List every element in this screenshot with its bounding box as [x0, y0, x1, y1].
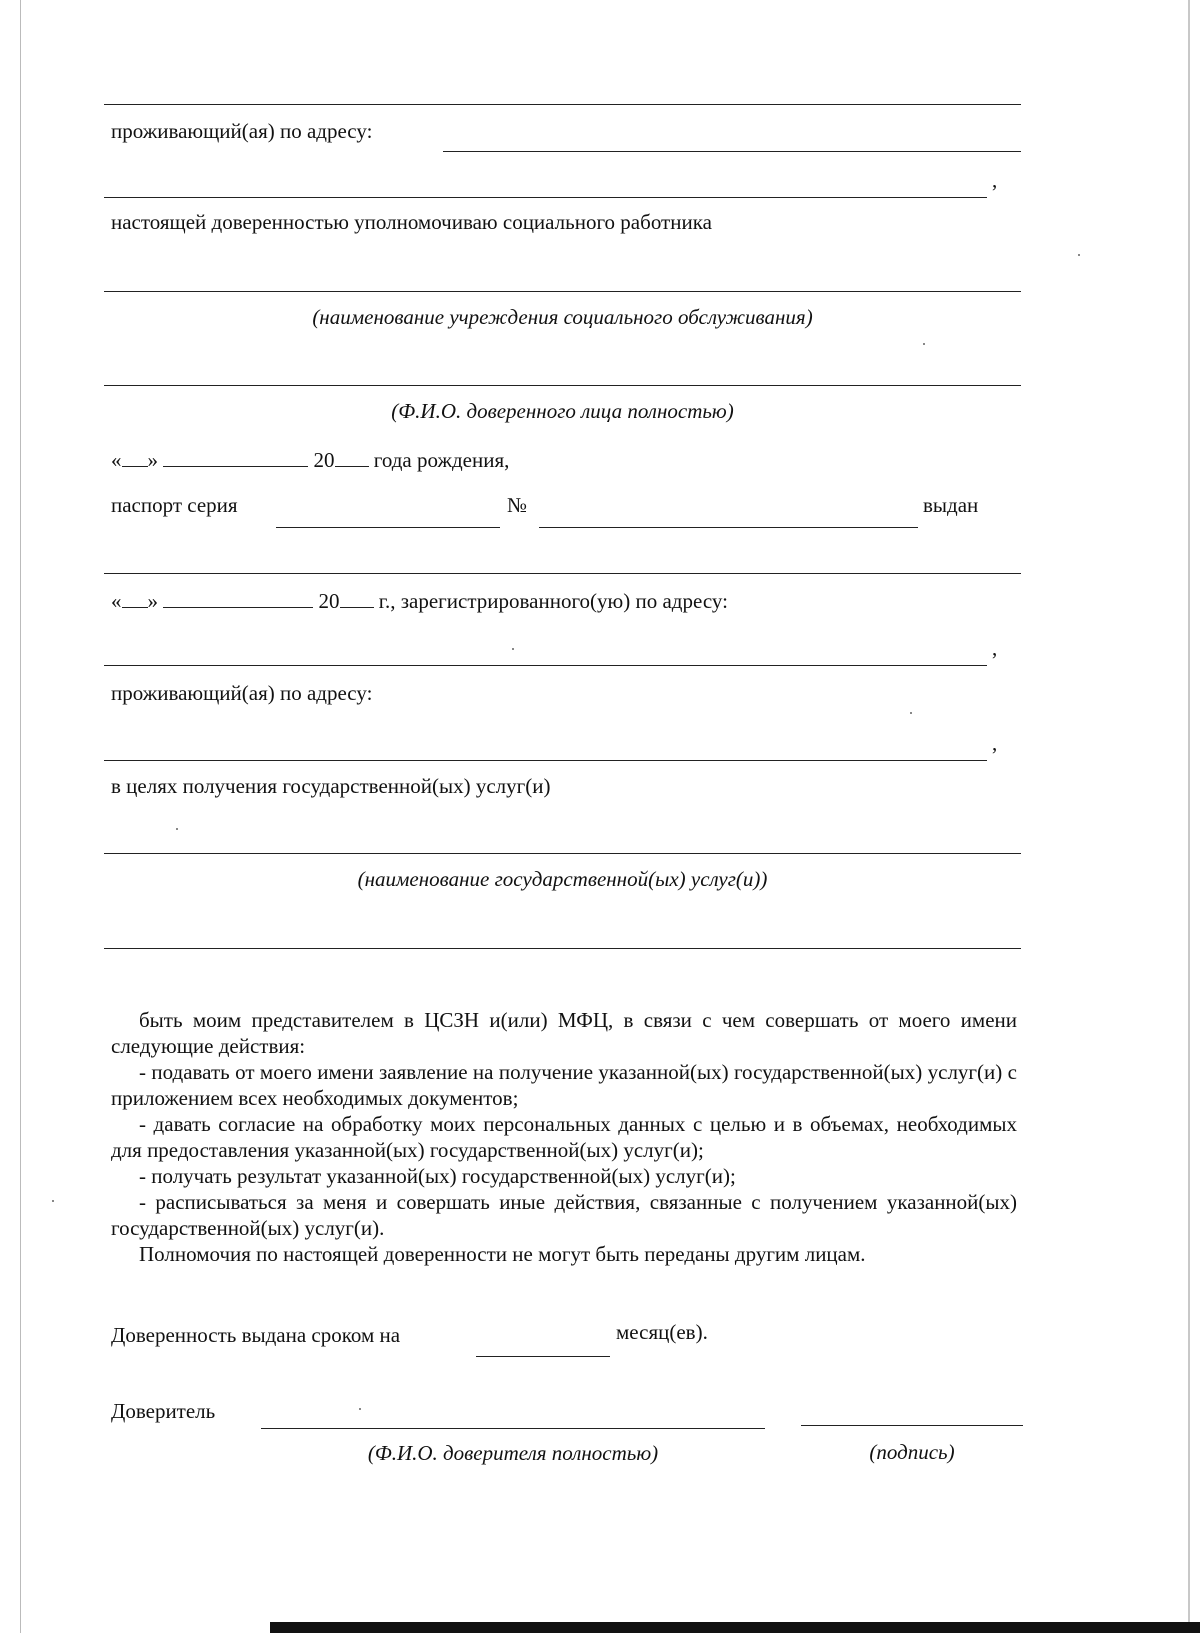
birth-suffix: года рождения,	[373, 448, 510, 472]
birth-year-prefix: 20	[313, 448, 335, 472]
scan-speck	[1078, 254, 1080, 256]
label-authorize-social-worker: настоящей доверенностью уполномочиваю социального работника	[111, 210, 712, 234]
caption-institution: (наименование учреждения социального обслуживания)	[312, 305, 813, 329]
fill-reg-month[interactable]	[163, 587, 313, 608]
caption-principal-name: (Ф.И.О. доверителя полностью)	[367, 1441, 659, 1465]
fill-line-principal-name[interactable]	[261, 1428, 765, 1429]
caption-trustee-name: (Ф.И.О. доверенного лица полностью)	[391, 399, 734, 423]
reg-year-prefix: 20	[318, 589, 340, 613]
fill-birth-day[interactable]	[122, 446, 148, 467]
powers-text	[111, 1007, 1017, 1267]
fill-line-passport-number[interactable]	[539, 527, 918, 528]
fill-birth-year[interactable]	[335, 446, 369, 467]
paragraph-sign-for-me: - расписываться за меня и совершать иные действия, связанные с получением указанной(ых) государственной(ых) услуг(и).	[111, 1190, 1017, 1240]
fill-line-residing-address-2[interactable]	[104, 197, 987, 198]
label-term-suffix: месяц(ев).	[616, 1320, 708, 1344]
paragraph-no-transfer: Полномочия по настоящей доверенности не могут быть переданы другим лицам.	[139, 1242, 866, 1266]
fill-line-services[interactable]	[104, 853, 1021, 854]
registration-date-line	[111, 587, 728, 613]
scan-right-edge	[1188, 0, 1190, 1633]
comma-mark: ,	[992, 168, 998, 192]
fill-line-trustee-name[interactable]	[104, 385, 1021, 386]
fill-line-residing-address[interactable]	[443, 151, 1021, 152]
scan-bottom-edge	[270, 1622, 1200, 1633]
label-passport-number: №	[507, 493, 528, 517]
fill-birth-month[interactable]	[163, 446, 308, 467]
scan-left-edge	[20, 0, 21, 1633]
scan-speck	[176, 828, 178, 830]
fill-line-registration-address[interactable]	[104, 665, 987, 666]
label-residing-address-2: проживающий(ая) по адресу:	[111, 681, 373, 705]
scan-speck	[52, 1200, 54, 1202]
quote-close: »	[147, 448, 158, 472]
caption-service-name: (наименование государственной(ых) услуг(и))	[357, 867, 768, 891]
fill-line-top	[104, 104, 1021, 105]
scan-speck	[359, 1408, 361, 1410]
quote-open: «	[111, 448, 122, 472]
paragraph-consent-personal-data: - давать согласие на обработку моих персональных данных с целью и в объемах, необходимых для предоставления указанной(ых) государственной(ых) услуг(и);	[111, 1112, 1017, 1162]
quote-close: »	[147, 589, 158, 613]
paragraph-receive-result: - получать результат указанной(ых) государственной(ых) услуг(и);	[139, 1164, 736, 1188]
label-residing-address: проживающий(ая) по адресу:	[111, 119, 373, 143]
label-term-prefix: Доверенность выдана сроком на	[111, 1323, 401, 1347]
fill-reg-day[interactable]	[122, 587, 148, 608]
scan-speck	[512, 648, 514, 650]
comma-mark: ,	[992, 731, 998, 755]
quote-open: «	[111, 589, 122, 613]
birth-date-line	[111, 446, 509, 472]
fill-line-passport-series[interactable]	[276, 527, 500, 528]
scan-speck	[910, 712, 912, 714]
caption-signature: (подпись)	[869, 1440, 955, 1464]
fill-line-term-months[interactable]	[476, 1356, 610, 1357]
paragraph-submit-application: - подавать от моего имени заявление на получение указанной(ых) государственной(ых) услуг(и) с приложением всех необходимых документов;	[111, 1060, 1017, 1110]
fill-line-passport-issuer[interactable]	[104, 573, 1021, 574]
fill-line-residing-address-3[interactable]	[104, 760, 987, 761]
label-passport-series: паспорт серия	[111, 493, 238, 517]
fill-reg-year[interactable]	[340, 587, 374, 608]
scan-speck	[923, 343, 925, 345]
label-purpose-services: в целях получения государственной(ых) услуг(и)	[111, 774, 551, 798]
label-passport-issued: выдан	[923, 493, 979, 517]
fill-line-institution[interactable]	[104, 291, 1021, 292]
fill-line-principal-signature[interactable]	[801, 1425, 1023, 1426]
fill-line-services-2[interactable]	[104, 948, 1021, 949]
paragraph-representative: быть моим представителем в ЦСЗН и(или) МФЦ, в связи с чем совершать от моего имени следующие действия:	[111, 1008, 1017, 1058]
comma-mark: ,	[992, 636, 998, 660]
label-principal: Доверитель	[111, 1399, 216, 1423]
reg-suffix: г., зарегистрированного(ую) по адресу:	[378, 589, 728, 613]
